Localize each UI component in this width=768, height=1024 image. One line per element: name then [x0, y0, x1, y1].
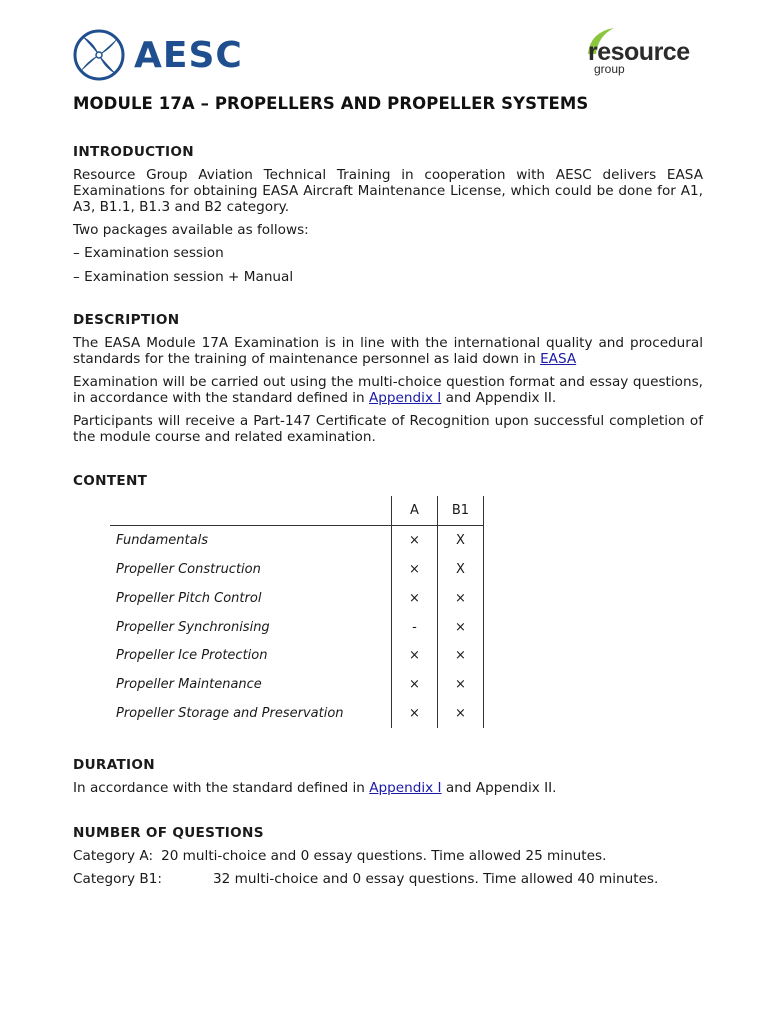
content-section: [73, 473, 703, 489]
table-cell-topic: Propeller Construction: [116, 561, 261, 577]
table-cell-topic: Propeller Ice Protection: [116, 648, 268, 664]
description-heading: DESCRIPTION: [73, 312, 180, 328]
table-cell-b1: ×: [438, 584, 484, 613]
table-cell-b1: ×: [438, 699, 484, 728]
table-cell-topic: Propeller Synchronising: [116, 619, 270, 635]
table-row: [110, 613, 484, 642]
category-b1-label: Category B1:: [73, 871, 162, 887]
resource-logo-text: resource: [588, 38, 690, 66]
content-table: [110, 496, 484, 728]
description-p1-text: The EASA Module 17A Examination is in line with the international quality and procedural standards for the training of maintenance personnel as laid down in: [73, 335, 703, 367]
table-cell-a: ×: [392, 584, 438, 613]
description-paragraph-2: [73, 374, 703, 406]
duration-section: [73, 757, 703, 796]
table-header-b1: B1: [438, 496, 484, 525]
introduction-section: [73, 144, 703, 285]
table-cell-a: ×: [392, 699, 438, 728]
page-title: MODULE 17A – PROPELLERS AND PROPELLER SYSTEMS: [73, 94, 589, 113]
package-item: – Examination session + Manual: [73, 269, 294, 285]
content-heading: CONTENT: [73, 473, 148, 489]
resource-group-logo: [584, 26, 704, 78]
table-header-row: [110, 496, 484, 525]
category-a-label: Category A:: [73, 848, 154, 864]
table-cell-topic: Propeller Pitch Control: [116, 590, 262, 606]
table-cell-topic: Propeller Maintenance: [116, 677, 262, 693]
appendix-i-link[interactable]: Appendix I: [369, 390, 442, 406]
table-header-a: A: [392, 496, 438, 525]
duration-heading: DURATION: [73, 757, 155, 773]
table-cell-a: ×: [392, 525, 438, 554]
aesc-propeller-icon: [72, 28, 126, 82]
table-row: [110, 699, 484, 728]
package-item: – Examination session: [73, 245, 224, 261]
table-cell-b1: X: [438, 525, 484, 554]
packages-intro: Two packages available as follows:: [73, 222, 309, 238]
table-cell-topic: Propeller Storage and Preservation: [116, 706, 344, 722]
table-cell-a: ×: [392, 641, 438, 670]
table-cell-b1: ×: [438, 613, 484, 642]
table-cell-a: -: [392, 613, 438, 642]
table-cell-topic: Fundamentals: [116, 532, 208, 548]
duration-text: [73, 780, 703, 796]
description-paragraph-1: [73, 335, 703, 367]
table-row: [110, 584, 484, 613]
questions-section: [73, 825, 703, 887]
table-row: [110, 525, 484, 554]
category-b1-line: [73, 871, 703, 887]
resource-logo-subtext: group: [594, 62, 625, 76]
table-cell-b1: ×: [438, 670, 484, 699]
description-section: [73, 312, 703, 445]
table-row: [110, 670, 484, 699]
category-b1-text: 32 multi-choice and 0 essay questions. Time allowed 40 minutes.: [213, 871, 659, 887]
description-paragraph-3: Participants will receive a Part-147 Certificate of Recognition upon successful completion of the module course and related examination.: [73, 413, 703, 445]
introduction-heading: INTRODUCTION: [73, 144, 194, 160]
easa-link[interactable]: EASA: [540, 351, 577, 367]
category-a-line: [73, 848, 703, 864]
aesc-logo: [72, 28, 243, 82]
duration-text-tail: and Appendix II.: [441, 780, 557, 796]
table-cell-b1: ×: [438, 641, 484, 670]
appendix-i-link[interactable]: Appendix I: [369, 780, 442, 796]
table-header-topic: [110, 496, 392, 525]
table-row: [110, 555, 484, 584]
table-cell-b1: X: [438, 555, 484, 584]
questions-heading: NUMBER OF QUESTIONS: [73, 825, 264, 841]
table-cell-a: ×: [392, 555, 438, 584]
aesc-logo-text: AESC: [134, 34, 243, 76]
duration-text-start: In accordance with the standard defined in: [73, 780, 370, 796]
introduction-paragraph: Resource Group Aviation Technical Training in cooperation with AESC delivers EASA Examinations for obtaining EASA Aircraft Maintenance License, which could be done for A1, A3, B1.1, B1.3 and B2 category.: [73, 167, 703, 215]
table-cell-a: ×: [392, 670, 438, 699]
table-row: [110, 641, 484, 670]
category-a-text: 20 multi-choice and 0 essay questions. Time allowed 25 minutes.: [161, 848, 607, 864]
description-p2-tail: and Appendix II.: [441, 390, 557, 406]
description-p2-text: Examination will be carried out using the multi-choice question format and essay questions, in accordance with the standard defined in: [73, 374, 703, 406]
